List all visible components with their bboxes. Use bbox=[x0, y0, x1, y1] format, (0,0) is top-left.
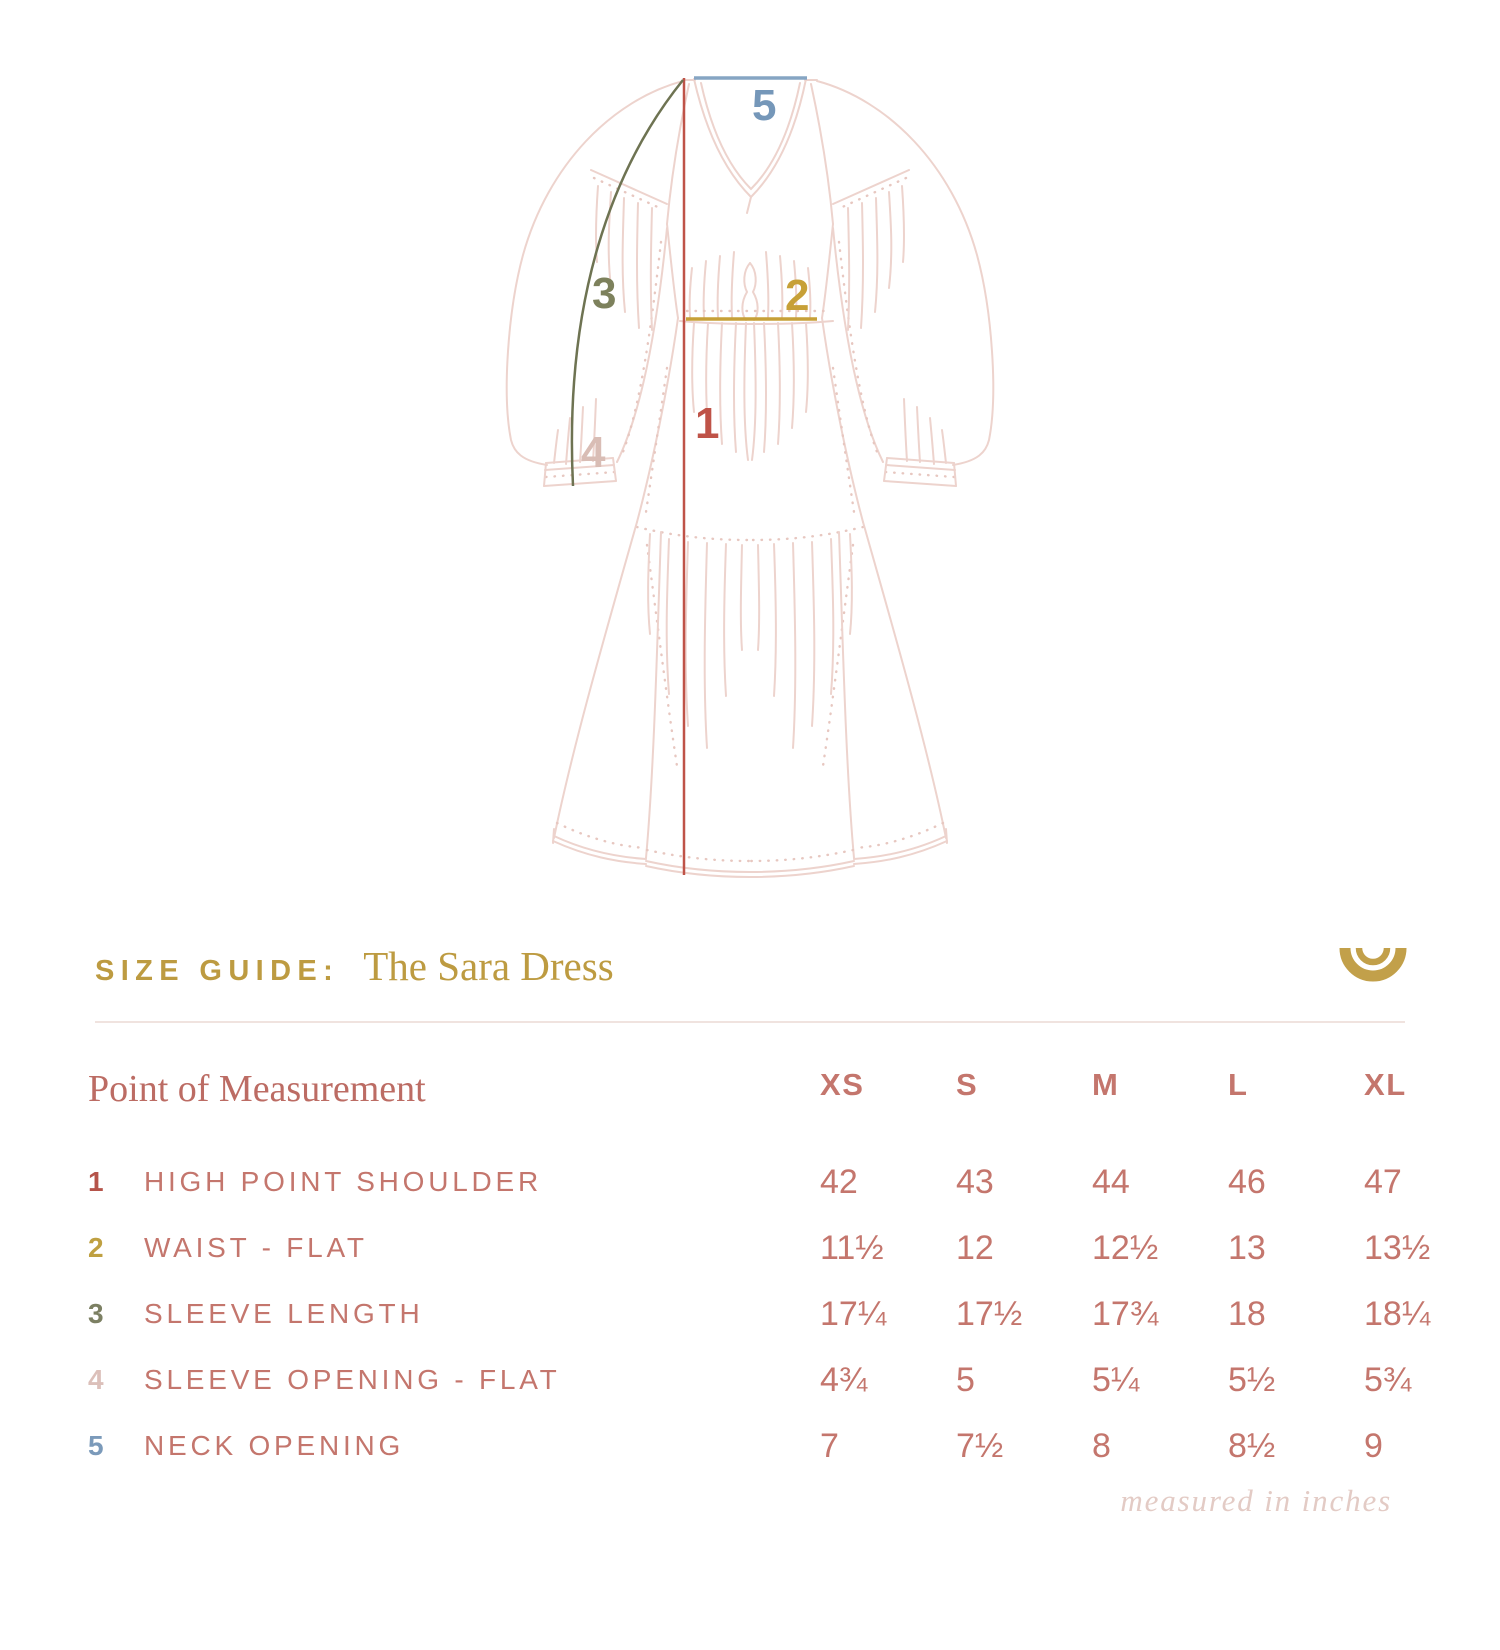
size-header-l: L bbox=[1228, 1067, 1249, 1102]
value-xl: 18¼ bbox=[1364, 1294, 1431, 1333]
size-table bbox=[88, 1055, 1500, 1479]
units-footnote: measured in inches bbox=[1120, 1483, 1392, 1518]
brand-logo-icon bbox=[1338, 936, 1408, 992]
value-m: 44 bbox=[1092, 1162, 1130, 1201]
size-guide-header bbox=[95, 942, 614, 990]
value-xs: 4¾ bbox=[820, 1360, 868, 1399]
value-xs: 17¼ bbox=[820, 1294, 887, 1333]
size-guide-label: SIZE GUIDE: bbox=[95, 955, 340, 987]
value-s: 7½ bbox=[956, 1426, 1004, 1465]
value-l: 5½ bbox=[1228, 1360, 1276, 1399]
value-xl: 47 bbox=[1364, 1162, 1402, 1201]
measurement-label: NECK OPENING bbox=[144, 1430, 405, 1461]
measurement-label: SLEEVE OPENING - FLAT bbox=[144, 1364, 561, 1395]
size-header-xs: XS bbox=[820, 1067, 865, 1102]
row-number: 4 bbox=[88, 1364, 104, 1395]
row-number: 2 bbox=[88, 1232, 104, 1263]
value-xs: 42 bbox=[820, 1162, 858, 1201]
row-number: 3 bbox=[88, 1298, 104, 1329]
value-xs: 11½ bbox=[820, 1228, 884, 1267]
value-xl: 13½ bbox=[1364, 1228, 1431, 1267]
dress-half-outline bbox=[507, 80, 750, 877]
value-s: 12 bbox=[956, 1228, 994, 1267]
value-m: 12½ bbox=[1092, 1228, 1159, 1267]
callout-4: 4 bbox=[581, 428, 606, 477]
value-xl: 5¾ bbox=[1364, 1360, 1412, 1399]
measurement-label: WAIST - FLAT bbox=[144, 1232, 368, 1263]
callout-1: 1 bbox=[695, 399, 720, 448]
product-name: The Sara Dress bbox=[363, 943, 614, 989]
value-s: 5 bbox=[956, 1360, 975, 1399]
callout-3: 3 bbox=[592, 269, 617, 318]
value-xs: 7 bbox=[820, 1426, 839, 1465]
value-l: 8½ bbox=[1228, 1426, 1276, 1465]
size-header-xl: XL bbox=[1364, 1067, 1407, 1102]
callout-2: 2 bbox=[785, 271, 810, 320]
divider bbox=[95, 1021, 1405, 1023]
value-xl: 9 bbox=[1364, 1426, 1383, 1465]
value-s: 17½ bbox=[956, 1294, 1023, 1333]
value-l: 13 bbox=[1228, 1228, 1266, 1267]
value-l: 18 bbox=[1228, 1294, 1266, 1333]
measurement-label: SLEEVE LENGTH bbox=[144, 1298, 424, 1329]
value-m: 8 bbox=[1092, 1426, 1111, 1465]
value-m: 5¼ bbox=[1092, 1360, 1140, 1399]
measurement-label: HIGH POINT SHOULDER bbox=[144, 1166, 543, 1197]
value-m: 17¾ bbox=[1092, 1294, 1159, 1333]
value-s: 43 bbox=[956, 1162, 994, 1201]
value-l: 46 bbox=[1228, 1162, 1266, 1201]
measurement-column-header: Point of Measurement bbox=[88, 1068, 426, 1110]
size-header-s: S bbox=[956, 1067, 979, 1102]
callout-5: 5 bbox=[752, 81, 777, 130]
sleeve-length-curve bbox=[572, 80, 683, 486]
size-header-m: M bbox=[1092, 1067, 1120, 1102]
row-number: 5 bbox=[88, 1430, 104, 1461]
row-number: 1 bbox=[88, 1166, 104, 1197]
